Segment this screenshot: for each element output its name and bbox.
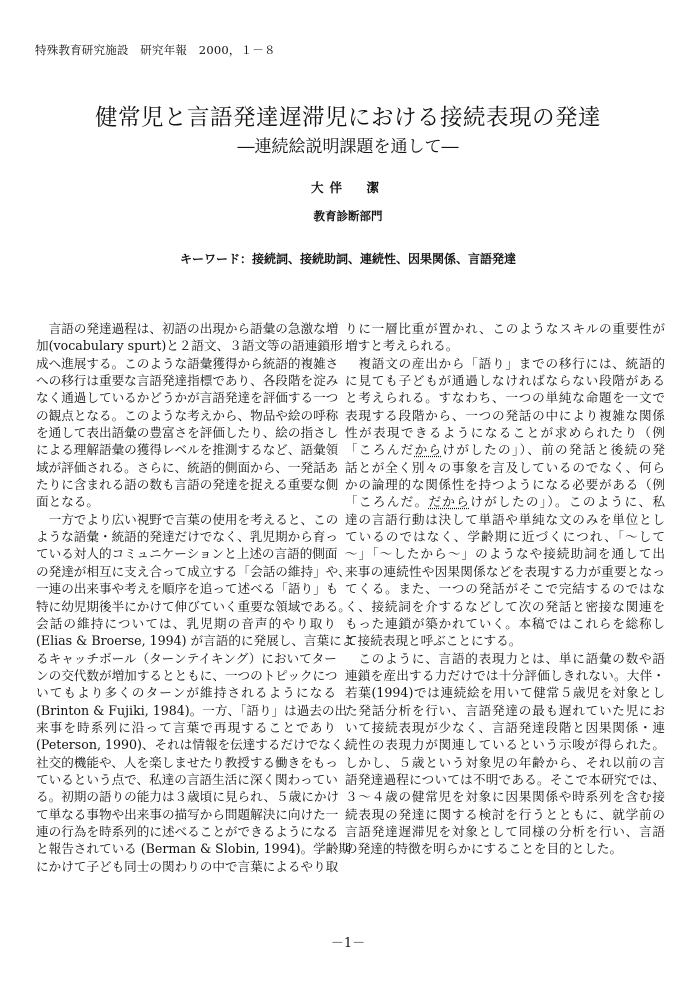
text-line: 語発達過程については不明である。そこで本研究では、	[345, 771, 665, 787]
text-line: なく通過しているかどうかが言語発達を評価する一つ	[36, 390, 339, 406]
text-line: もった連鎖が築かれていく。本稿ではこれらを総称し	[345, 615, 665, 631]
text-line: 社交的機能や、人を楽しませたり教授する働きをもっ	[36, 754, 338, 770]
paper-subtitle: ―連続絵説明課題を通して―	[237, 137, 459, 157]
text-line: を通して表出語彙の豊富さを評価したり、絵の指さし	[36, 425, 339, 441]
right-column	[345, 320, 665, 858]
text-line: 言語の発達過程は、初語の出現から語彙の急激な増	[36, 321, 339, 336]
text-line: 一連の出来事や考えを順序を追って述べる「語り」も	[36, 581, 339, 597]
text-line: 特に幼児期後半にかけて伸びていく重要な領域である。	[36, 598, 351, 614]
text-line: て単なる事物や出来事の描写から問題解決に向けた一	[36, 806, 339, 822]
text-line: りに一層比重が置かれ、このようなスキルの重要性が	[345, 321, 665, 336]
text-line: 性が表現できるようになることが求められたり（例	[345, 425, 665, 441]
text-line: 続表現の発達に関する検討を行うとともに、就学前の	[345, 806, 665, 822]
text-segment: けがしたの」）、前の発話と後続の発	[442, 442, 666, 458]
text-line: ている対人的コミュニケーションと上述の言語的側面	[36, 546, 338, 562]
text-line: 会話の維持については、乳児期の音声的やり取り	[36, 615, 336, 631]
keywords: キーワード：接続詞、接続助詞、連続性、因果関係、言語発達	[179, 252, 516, 266]
text-line: に見ても子どもが通過しなければならない段階がある	[345, 373, 665, 389]
underlined-connective: から	[414, 442, 443, 458]
text-line: 面となる。	[36, 494, 99, 510]
text-segment: 「ころんだ	[345, 442, 415, 458]
text-line: 連の行為を時系列的に述べることができるようになる	[36, 823, 339, 839]
text-line: 続性の表現力が関連しているという示唆が得られた。	[345, 737, 665, 753]
text-line: 達の言語行動は決して単語や単純な文のみを単位とし	[345, 511, 665, 527]
text-line: 来事を時系列に沿って言葉で再現することであり	[36, 719, 336, 735]
paper-title: 健常児と言語発達遅滞児における接続表現の発達	[94, 105, 601, 131]
text-line: たりに含まれる語の数も言語の発達を捉える重要な側	[36, 477, 339, 493]
text-line: 増すと考えられる。	[345, 338, 459, 354]
text-segment: けがしたの」）。このように、私	[470, 494, 666, 510]
text-line: 一方でより広い視野で言葉の使用を考えると、この	[36, 511, 339, 527]
text-line: このように、言語的表現力とは、単に語彙の数や語	[345, 650, 665, 666]
text-line: (Peterson, 1990)、それは情報を伝達するだけでなく、	[36, 737, 356, 753]
department: 教育診断部門	[313, 209, 383, 223]
text-line: 来事の連続性や因果関係などを表現する力が重要となっ	[345, 563, 665, 579]
text-line: の発達が相互に支え合って成立する「会話の維持」や、	[36, 563, 351, 579]
text-line: ような語彙・統語的発達だけでなく、乳児期から育っ	[36, 529, 338, 545]
text-line: と報告されている (Berman & Slobin, 1994)。学齢期	[36, 841, 351, 857]
text-line: いて接続表現が少なく、言語発達段階と因果関係・連	[345, 719, 665, 735]
text-line: 言語発達遅滞児を対象として同様の分析を行い、言語	[345, 823, 665, 839]
text-line: (Brinton & Fujiki, 1984)。一方、「語り」は過去の出	[36, 702, 348, 718]
text-line: 若葉(1994)では連続絵を用いて健常５歳児を対象とし	[345, 685, 665, 701]
text-line: 域が評価される。さらに、統語的側面から、一発話あ	[36, 459, 339, 475]
underlined-connective: だから	[428, 494, 471, 510]
text-line: るキャッチボール（ターンテイキング）においてター	[36, 650, 337, 666]
text-line: と考えられる。すなわち、一つの単純な命題を一文で	[345, 390, 665, 406]
text-segment: 「ころんだ。	[345, 494, 429, 510]
text-line	[345, 493, 665, 510]
text-line: (Elias & Broerse, 1994) が言語的に発展し、言葉によ	[36, 633, 355, 649]
text-line: 話とが全く別々の事象を言及しているのでなく、何ら	[345, 459, 665, 475]
text-line: 表現する段階から、一つの発話の中により複雑な関係	[345, 407, 665, 423]
text-line: てくる。また、一つの発話がそこで完結するのではな	[345, 581, 665, 597]
text-line: の観点となる。このような考えから、物品や絵の呼称	[36, 407, 339, 423]
journal-header: 特殊教育研究施設 研究年報 2000，１－８	[35, 43, 276, 57]
text-line: 成へ進展する。このような語彙獲得から統語的複雑さ	[36, 355, 339, 371]
text-line: ～」「～したから～」のようなや接続助詞を通して出	[345, 546, 665, 562]
text-line: ３～４歳の健常児を対象に因果関係や時系列を含む接	[345, 789, 665, 805]
left-column	[36, 320, 356, 875]
text-line: ンの交代数が増加するとともに、一つのトピックにつ	[36, 667, 338, 683]
text-line: く、接続詞を介するなどして次の発話と密接な関連を	[345, 598, 665, 614]
text-line: の発達的特徴を明らかにすることを目的とした。	[345, 841, 623, 857]
text-line: による理解語彙の獲得レベルを推測するなど、語彙領	[36, 442, 339, 458]
text-line: 加(vocabulary spurt)と２語文、３語文等の語連鎖形	[36, 338, 343, 354]
text-line: て接続表現と呼ぶことにする。	[345, 633, 522, 649]
text-line	[345, 441, 665, 458]
text-line: 複語文の産出から「語り」までの移行には、統語的	[345, 355, 665, 371]
text-line: への移行は重要な言語発達指標であり、各段階を淀み	[36, 373, 339, 389]
author: 大伴 潔	[310, 180, 385, 195]
text-line: いてもより多くのターンが維持されるようになる	[36, 685, 336, 701]
text-line: しかし、５歳という対象児の年齢から、それ以前の言	[345, 754, 665, 770]
page-number: －1－	[330, 936, 366, 951]
text-line: ているという点で、私達の言語生活に深く関わってい	[36, 771, 338, 787]
text-line: た発話分析を行い、言語発達の最も遅れていた児にお	[345, 702, 665, 718]
text-line: る。初期の語りの能力は３歳頃に見られ、５歳にかけ	[36, 789, 340, 805]
text-line: にかけて子ども同士の関わりの中で言葉によるやり取	[36, 858, 339, 874]
text-line: ているのではなく、学齢期に近づくにつれ、「～して	[345, 529, 665, 545]
text-line: 連鎖を産出する力だけでは十分評価しきれない。大伴・	[345, 667, 665, 683]
text-line: かの論理的な関係性を持つようになる必要がある（例	[345, 477, 665, 493]
